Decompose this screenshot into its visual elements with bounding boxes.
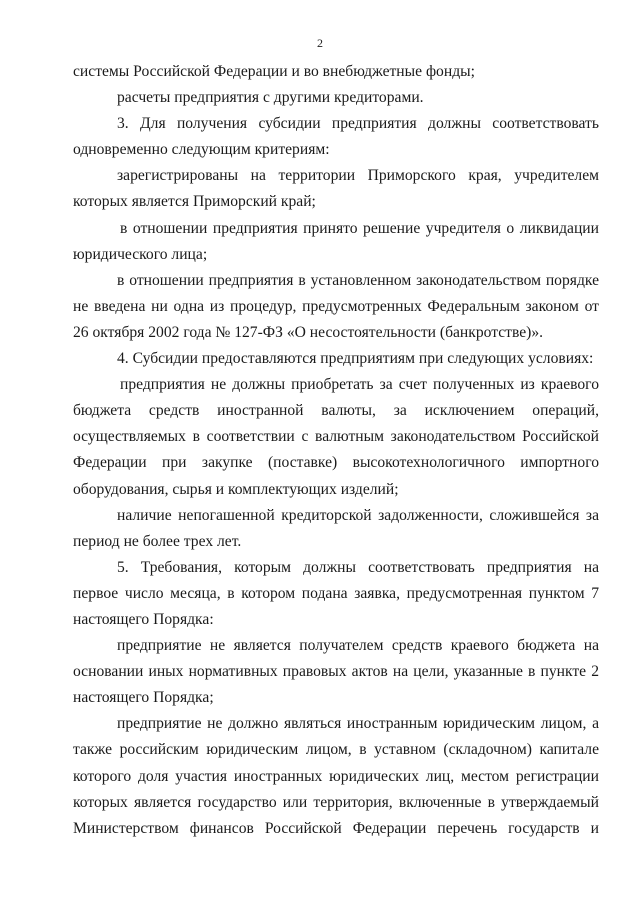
paragraph: расчеты предприятия с другими кредиторами. xyxy=(117,89,424,107)
document-body xyxy=(73,59,599,842)
paragraph: предприятие не должно являться иностранным юридическим лицом, а также российским юридическим лицом, в уставном (складочном) капитале которого доля участия иностранных юридических лиц, местом регистрации которых является государство или территория, включенные в утверждаемый Министерством финансов Российской Федерации перечень государств и xyxy=(73,715,599,837)
paragraph: предприятие не является получателем средств краевого бюджета на основании иных нормативных правовых актов на цели, указанные в пункте 2 настоящего Порядка; xyxy=(73,637,599,707)
paragraph: предприятия не должны приобретать за счет полученных из краевого бюджета средств иностранной валюты, за исключением операций, осуществляемых в соответствии с валютным законодательством Российской Федерации при закупке (поставке) высокотехнологичного импортного оборудования, сырья и комплектующих изделий; xyxy=(73,376,599,498)
paragraph: системы Российской Федерации и во внебюджетные фонды; xyxy=(73,63,475,80)
page-number: 2 xyxy=(317,36,323,50)
paragraph: в отношении предприятия в установленном законодательством порядке не введена ни одна из процедур, предусмотренных Федеральным законом от 26 октября 2002 года № 127-ФЗ «О несостоятельности (банкротстве)». xyxy=(73,271,599,341)
paragraph: наличие непогашенной кредиторской задолженности, сложившейся за период не более трех лет. xyxy=(73,506,599,550)
paragraph: зарегистрированы на территории Приморского края, учредителем которых является Приморский край; xyxy=(73,167,599,211)
paragraph: в отношении предприятия принято решение учредителя о ликвидации юридического лица; xyxy=(73,219,599,263)
paragraph: 4. Субсидии предоставляются предприятиям при следующих условиях: xyxy=(117,350,594,368)
paragraph: 5. Требования, которым должны соответствовать предприятия на первое число месяца, в котором подана заявка, предусмотренная пунктом 7 настоящего Порядка: xyxy=(73,558,599,628)
paragraph: 3. Для получения субсидии предприятия должны соответствовать одновременно следующим критериям: xyxy=(73,115,599,159)
